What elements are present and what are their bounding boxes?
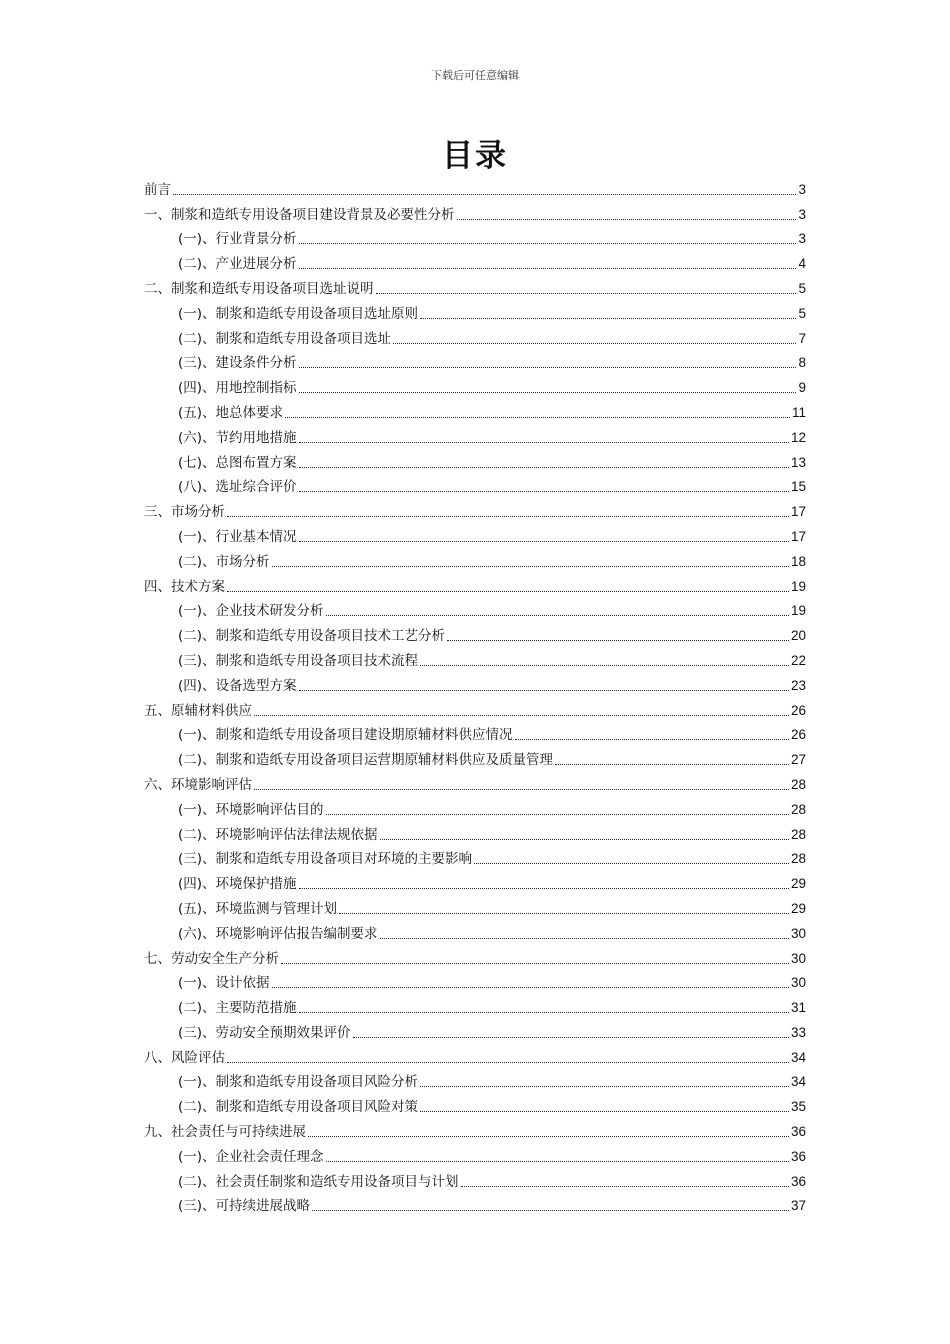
toc-page-number: 18 <box>790 553 806 569</box>
toc-entry-text: (一)、环境影响评估目的 <box>178 801 324 818</box>
toc-entry-text: (二)、产业进展分析 <box>178 256 297 273</box>
toc-entry-text: (一)、设计依据 <box>178 975 270 992</box>
toc-page-number: 30 <box>790 950 806 966</box>
toc-subentry[interactable] <box>144 1191 806 1216</box>
toc-dot-leader <box>299 690 789 691</box>
toc-entry[interactable] <box>144 273 806 298</box>
toc-page-number: 19 <box>790 578 806 594</box>
toc-entry-text: (三)、可持续进展战略 <box>178 1198 311 1215</box>
toc-entry-text: (一)、企业技术研发分析 <box>178 603 324 620</box>
toc-entry-text: (三)、制浆和造纸专用设备项目技术流程 <box>178 652 419 669</box>
toc-dot-leader <box>272 566 789 567</box>
toc-page-number: 5 <box>798 280 806 296</box>
toc-entry[interactable] <box>144 769 806 794</box>
toc-subentry[interactable] <box>144 1067 806 1092</box>
toc-page-number: 23 <box>790 677 806 693</box>
toc-subentry[interactable] <box>144 323 806 348</box>
toc-subentry[interactable] <box>144 1091 806 1116</box>
toc-page-number: 3 <box>798 206 806 222</box>
toc-entry[interactable] <box>144 695 806 720</box>
toc-entry-text: (六)、节约用地措施 <box>178 429 297 446</box>
toc-page-number: 26 <box>790 727 806 743</box>
toc-page-number: 35 <box>790 1099 806 1115</box>
toc-entry-text: 前言 <box>144 181 171 198</box>
toc-page-number: 28 <box>790 776 806 792</box>
toc-page-number: 28 <box>790 851 806 867</box>
toc-entry-text: (二)、环境影响评估法律法规依据 <box>178 826 378 843</box>
toc-subentry[interactable] <box>144 546 806 571</box>
toc-page-number: 36 <box>790 1124 806 1140</box>
toc-entry-text: (一)、行业基本情况 <box>178 528 297 545</box>
toc-page-number: 12 <box>790 429 806 445</box>
toc-subentry[interactable] <box>144 868 806 893</box>
toc-entry-text: (二)、社会责任制浆和造纸专用设备项目与计划 <box>178 1173 459 1190</box>
toc-page-number: 20 <box>790 628 806 644</box>
toc-entry[interactable] <box>144 199 806 224</box>
toc-entry-text: 七、劳动安全生产分析 <box>144 950 279 967</box>
toc-entry-text: (六)、环境影响评估报告编制要求 <box>178 925 378 942</box>
toc-dot-leader <box>420 1111 789 1112</box>
toc-entry-text: (一)、制浆和造纸专用设备项目风险分析 <box>178 1074 419 1091</box>
toc-subentry[interactable] <box>144 521 806 546</box>
toc-dot-leader <box>308 1136 789 1137</box>
toc-subentry[interactable] <box>144 968 806 993</box>
toc-dot-leader <box>299 243 797 244</box>
toc-page-number: 17 <box>790 504 806 520</box>
toc-entry-text: 六、环境影响评估 <box>144 776 252 793</box>
toc-dot-leader <box>376 293 797 294</box>
toc-page-number: 3 <box>798 181 806 197</box>
toc-entry-text: (二)、主要防范措施 <box>178 1000 297 1017</box>
toc-dot-leader <box>420 1086 789 1087</box>
toc-subentry[interactable] <box>144 918 806 943</box>
toc-page-number: 33 <box>790 1024 806 1040</box>
toc-subentry[interactable] <box>144 248 806 273</box>
toc-page-number: 15 <box>790 479 806 495</box>
toc-page-number: 36 <box>790 1173 806 1189</box>
toc-dot-leader <box>461 1186 789 1187</box>
toc-entry-text: (三)、制浆和造纸专用设备项目对环境的主要影响 <box>178 851 473 868</box>
toc-entry-text: (二)、制浆和造纸专用设备项目选址 <box>178 330 392 347</box>
toc-dot-leader <box>227 591 789 592</box>
toc-dot-leader <box>353 1037 789 1038</box>
toc-subentry[interactable] <box>144 372 806 397</box>
toc-dot-leader <box>299 268 797 269</box>
toc-entry-text: 二、制浆和造纸专用设备项目选址说明 <box>144 280 374 297</box>
toc-entry-text: 九、社会责任与可持续进展 <box>144 1124 306 1141</box>
toc-subentry[interactable] <box>144 794 806 819</box>
toc-entry-text: (五)、地总体要求 <box>178 404 284 421</box>
toc-page-number: 17 <box>790 528 806 544</box>
toc-page-number: 4 <box>798 256 806 272</box>
toc-dot-leader <box>227 516 789 517</box>
toc-subentry[interactable] <box>144 844 806 869</box>
toc-entry-text: 一、制浆和造纸专用设备项目建设背景及必要性分析 <box>144 206 455 223</box>
toc-page-number: 37 <box>790 1198 806 1214</box>
toc-subentry[interactable] <box>144 422 806 447</box>
toc-subentry[interactable] <box>144 596 806 621</box>
toc-subentry[interactable] <box>144 992 806 1017</box>
toc-page-number: 31 <box>790 1000 806 1016</box>
toc-subentry[interactable] <box>144 620 806 645</box>
toc-page-number: 36 <box>790 1148 806 1164</box>
toc-page-number: 5 <box>798 305 806 321</box>
toc-dot-leader <box>515 739 789 740</box>
toc-entry-text: 四、技术方案 <box>144 578 225 595</box>
toc-page-number: 7 <box>798 330 806 346</box>
toc-dot-leader <box>281 963 789 964</box>
toc-subentry[interactable] <box>144 819 806 844</box>
toc-dot-leader <box>227 1062 789 1063</box>
toc-entry-text: (一)、制浆和造纸专用设备项目选址原则 <box>178 305 419 322</box>
toc-dot-leader <box>380 839 789 840</box>
toc-dot-leader <box>173 194 796 195</box>
toc-entry-text: (四)、设备选型方案 <box>178 677 297 694</box>
toc-entry-text: (八)、选址综合评价 <box>178 479 297 496</box>
toc-entry[interactable] <box>144 174 806 199</box>
toc-entry[interactable] <box>144 1042 806 1067</box>
toc-dot-leader <box>420 318 796 319</box>
toc-page-number: 11 <box>791 404 806 420</box>
toc-entry[interactable] <box>144 1116 806 1141</box>
toc-dot-leader <box>326 615 789 616</box>
toc-subentry[interactable] <box>144 1141 806 1166</box>
toc-page-number: 9 <box>798 380 806 396</box>
toc-subentry[interactable] <box>144 348 806 373</box>
toc-dot-leader <box>299 367 797 368</box>
toc-entry-text: (一)、企业社会责任理念 <box>178 1148 324 1165</box>
toc-subentry[interactable] <box>144 1017 806 1042</box>
toc-dot-leader <box>326 814 789 815</box>
toc-dot-leader <box>447 640 789 641</box>
toc-entry[interactable] <box>144 943 806 968</box>
toc-entry-text: (四)、用地控制指标 <box>178 380 297 397</box>
toc-dot-leader <box>299 467 789 468</box>
toc-dot-leader <box>474 863 789 864</box>
toc-page-number: 19 <box>790 603 806 619</box>
toc-dot-leader <box>299 1012 789 1013</box>
toc-entry-text: 三、市场分析 <box>144 504 225 521</box>
toc-entry-text: (三)、劳动安全预期效果评价 <box>178 1024 351 1041</box>
toc-dot-leader <box>299 491 789 492</box>
toc-entry-text: 八、风险评估 <box>144 1049 225 1066</box>
toc-dot-leader <box>254 789 789 790</box>
toc-entry-text: (一)、制浆和造纸专用设备项目建设期原辅材料供应情况 <box>178 727 513 744</box>
toc-page-number: 8 <box>798 355 806 371</box>
toc-page-number: 29 <box>790 900 806 916</box>
table-of-contents <box>144 174 806 1215</box>
toc-dot-leader <box>299 888 789 889</box>
toc-subentry[interactable] <box>144 224 806 249</box>
toc-dot-leader <box>420 665 789 666</box>
toc-page-number: 13 <box>790 454 806 470</box>
toc-entry[interactable] <box>144 496 806 521</box>
toc-subentry[interactable] <box>144 744 806 769</box>
toc-entry-text: (二)、制浆和造纸专用设备项目技术工艺分析 <box>178 628 446 645</box>
toc-dot-leader <box>380 938 789 939</box>
toc-entry-text: (二)、制浆和造纸专用设备项目运营期原辅材料供应及质量管理 <box>178 752 554 769</box>
toc-entry-text: (一)、行业背景分析 <box>178 231 297 248</box>
toc-entry[interactable] <box>144 571 806 596</box>
toc-entry-text: (二)、制浆和造纸专用设备项目风险对策 <box>178 1099 419 1116</box>
toc-dot-leader <box>254 715 789 716</box>
toc-page-number: 22 <box>790 652 806 668</box>
toc-dot-leader <box>299 392 797 393</box>
toc-page-number: 34 <box>790 1074 806 1090</box>
toc-subentry[interactable] <box>144 670 806 695</box>
toc-page-number: 26 <box>790 702 806 718</box>
toc-page-number: 30 <box>790 925 806 941</box>
toc-subentry[interactable] <box>144 298 806 323</box>
toc-dot-leader <box>326 1161 789 1162</box>
toc-page-number: 30 <box>790 975 806 991</box>
toc-dot-leader <box>299 541 789 542</box>
toc-dot-leader <box>312 1210 789 1211</box>
toc-dot-leader <box>457 219 797 220</box>
toc-subentry[interactable] <box>144 397 806 422</box>
toc-page-number: 34 <box>790 1049 806 1065</box>
toc-page-number: 3 <box>798 231 806 247</box>
toc-entry-text: (三)、建设条件分析 <box>178 355 297 372</box>
toc-page-number: 28 <box>790 826 806 842</box>
header-note: 下载后可任意编辑 <box>431 69 519 82</box>
toc-dot-leader <box>285 417 790 418</box>
toc-dot-leader <box>272 987 789 988</box>
toc-subentry[interactable] <box>144 645 806 670</box>
toc-dot-leader <box>393 343 796 344</box>
toc-entry-text: (七)、总图布置方案 <box>178 454 297 471</box>
toc-dot-leader <box>555 764 789 765</box>
toc-page-number: 28 <box>790 801 806 817</box>
toc-subentry[interactable] <box>144 893 806 918</box>
toc-entry-text: (四)、环境保护措施 <box>178 876 297 893</box>
toc-subentry[interactable] <box>144 720 806 745</box>
toc-subentry[interactable] <box>144 447 806 472</box>
toc-dot-leader <box>299 442 789 443</box>
toc-subentry[interactable] <box>144 1166 806 1191</box>
toc-entry-text: (五)、环境监测与管理计划 <box>178 900 338 917</box>
toc-page-number: 29 <box>790 876 806 892</box>
toc-dot-leader <box>339 913 789 914</box>
toc-entry-text: 五、原辅材料供应 <box>144 702 252 719</box>
toc-title: 目录 <box>442 138 508 174</box>
toc-subentry[interactable] <box>144 472 806 497</box>
toc-entry-text: (二)、市场分析 <box>178 553 270 570</box>
toc-page-number: 27 <box>790 752 806 768</box>
